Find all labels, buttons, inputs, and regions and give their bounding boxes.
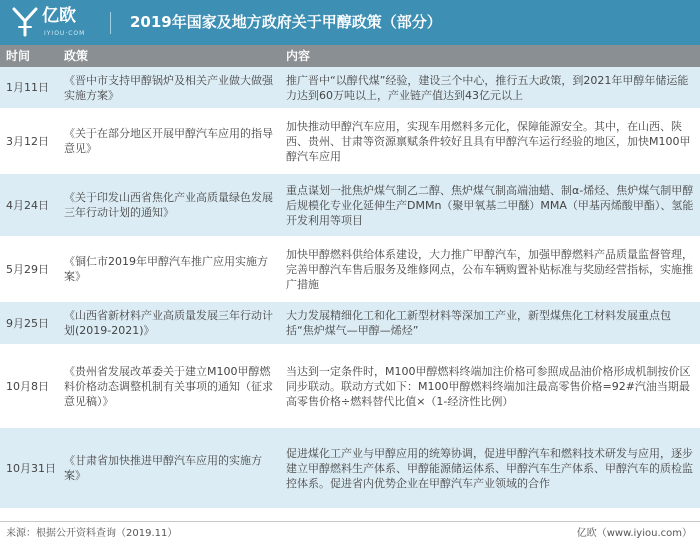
column-header-policy: 政策 (58, 45, 280, 67)
cell-policy: 《晋中市支持甲醇锅炉及相关产业做大做强实施方案》 (58, 67, 280, 109)
cell-date: 9月25日 (0, 301, 58, 345)
cell-content: 加快甲醇燃料供给体系建设，大力推广甲醇汽车，加强甲醇燃料产品质量监督管理，完善甲醇汽车售后服务及维修网点，公布车辆购置补贴标准与奖励经营指标，实施推广措施 (280, 237, 700, 301)
cell-content: 大力发展精细化工和化工新型材料等深加工产业，新型煤焦化工材料发展重点包括“焦炉煤气—甲醇—烯烃” (280, 301, 700, 345)
cell-date: 4月24日 (0, 173, 58, 237)
cell-policy: 《关于印发山西省焦化产业高质量绿色发展三年行动计划的通知》 (58, 173, 280, 237)
table-row (0, 237, 700, 301)
cell-content: 当达到一定条件时，M100甲醇燃料终端加注价格可参照成品油价格形成机制按价区同步联动。联动方式如下：M100甲醇燃料终端加注最高零售价格=92#汽油当期最高零售价格÷燃料替代比值×（1-经济性比例） (280, 345, 700, 427)
policy-table (0, 45, 700, 510)
cell-policy: 《铜仁市2019年甲醇汽车推广应用实施方案》 (58, 237, 280, 301)
cell-policy: 《山西省新材料产业高质量发展三年行动计划(2019-2021)》 (58, 301, 280, 345)
cell-date: 1月11日 (0, 67, 58, 109)
footer-divider (0, 521, 700, 522)
header-bar (0, 0, 700, 45)
column-header-content: 内容 (280, 45, 700, 67)
header-divider (110, 12, 111, 34)
logo-subtext: IYIOU·COM (44, 30, 86, 37)
table-row (0, 301, 700, 345)
cell-content: 重点谋划一批焦炉煤气制乙二醇、焦炉煤气制高端油蜡、制α-烯烃、焦炉煤气制甲醇后规模化专业化延伸生产DMMn（聚甲氧基二甲醚）MMA（甲基丙烯酸甲酯）、氢能开发利用等项目 (280, 173, 700, 237)
table-row (0, 67, 700, 109)
page-title: 2019年国家及地方政府关于甲醇政策（部分） (130, 13, 442, 31)
cell-policy: 《甘肃省加快推进甲醇汽车应用的实施方案》 (58, 427, 280, 509)
cell-content: 促进煤化工产业与甲醇应用的统筹协调，促进甲醇汽车和燃料技术研发与应用，逐步建立甲醇燃料生产体系、甲醇能源储运体系、甲醇汽车生产体系、甲醇汽车的质检监控体系。促进省内优势企业在甲醇汽车产业领域的合作 (280, 427, 700, 509)
credit-note: 亿欧（www.iyiou.com） (576, 528, 692, 539)
cell-date: 5月29日 (0, 237, 58, 301)
table-header-row (0, 45, 700, 67)
cell-date: 10月31日 (0, 427, 58, 509)
logo-icon (12, 5, 38, 39)
source-note: 来源：根据公开资料查询（2019.11） (6, 528, 178, 539)
cell-date: 10月8日 (0, 345, 58, 427)
cell-policy: 《贵州省发展改革委关于建立M100甲醇燃料价格动态调整机制有关事项的通知（征求意见稿）》 (58, 345, 280, 427)
table-row (0, 345, 700, 427)
cell-policy: 《关于在部分地区开展甲醇汽车应用的指导意见》 (58, 109, 280, 173)
column-header-date: 时间 (0, 45, 58, 67)
cell-date: 3月12日 (0, 109, 58, 173)
table-row (0, 427, 700, 509)
logo-text: 亿欧 (42, 6, 76, 26)
table-row (0, 109, 700, 173)
table-row (0, 173, 700, 237)
cell-content: 推广晋中“以醇代煤”经验，建设三个中心，推行五大政策，到2021年甲醇年储运能力达到60万吨以上，产业链产值达到43亿元以上 (280, 67, 700, 109)
cell-content: 加快推动甲醇汽车应用，实现车用燃料多元化，保障能源安全。其中，在山西、陕西、贵州、甘肃等资源禀赋条件较好且具有甲醇汽车运行经验的地区，加快M100甲醇汽车应用 (280, 109, 700, 173)
